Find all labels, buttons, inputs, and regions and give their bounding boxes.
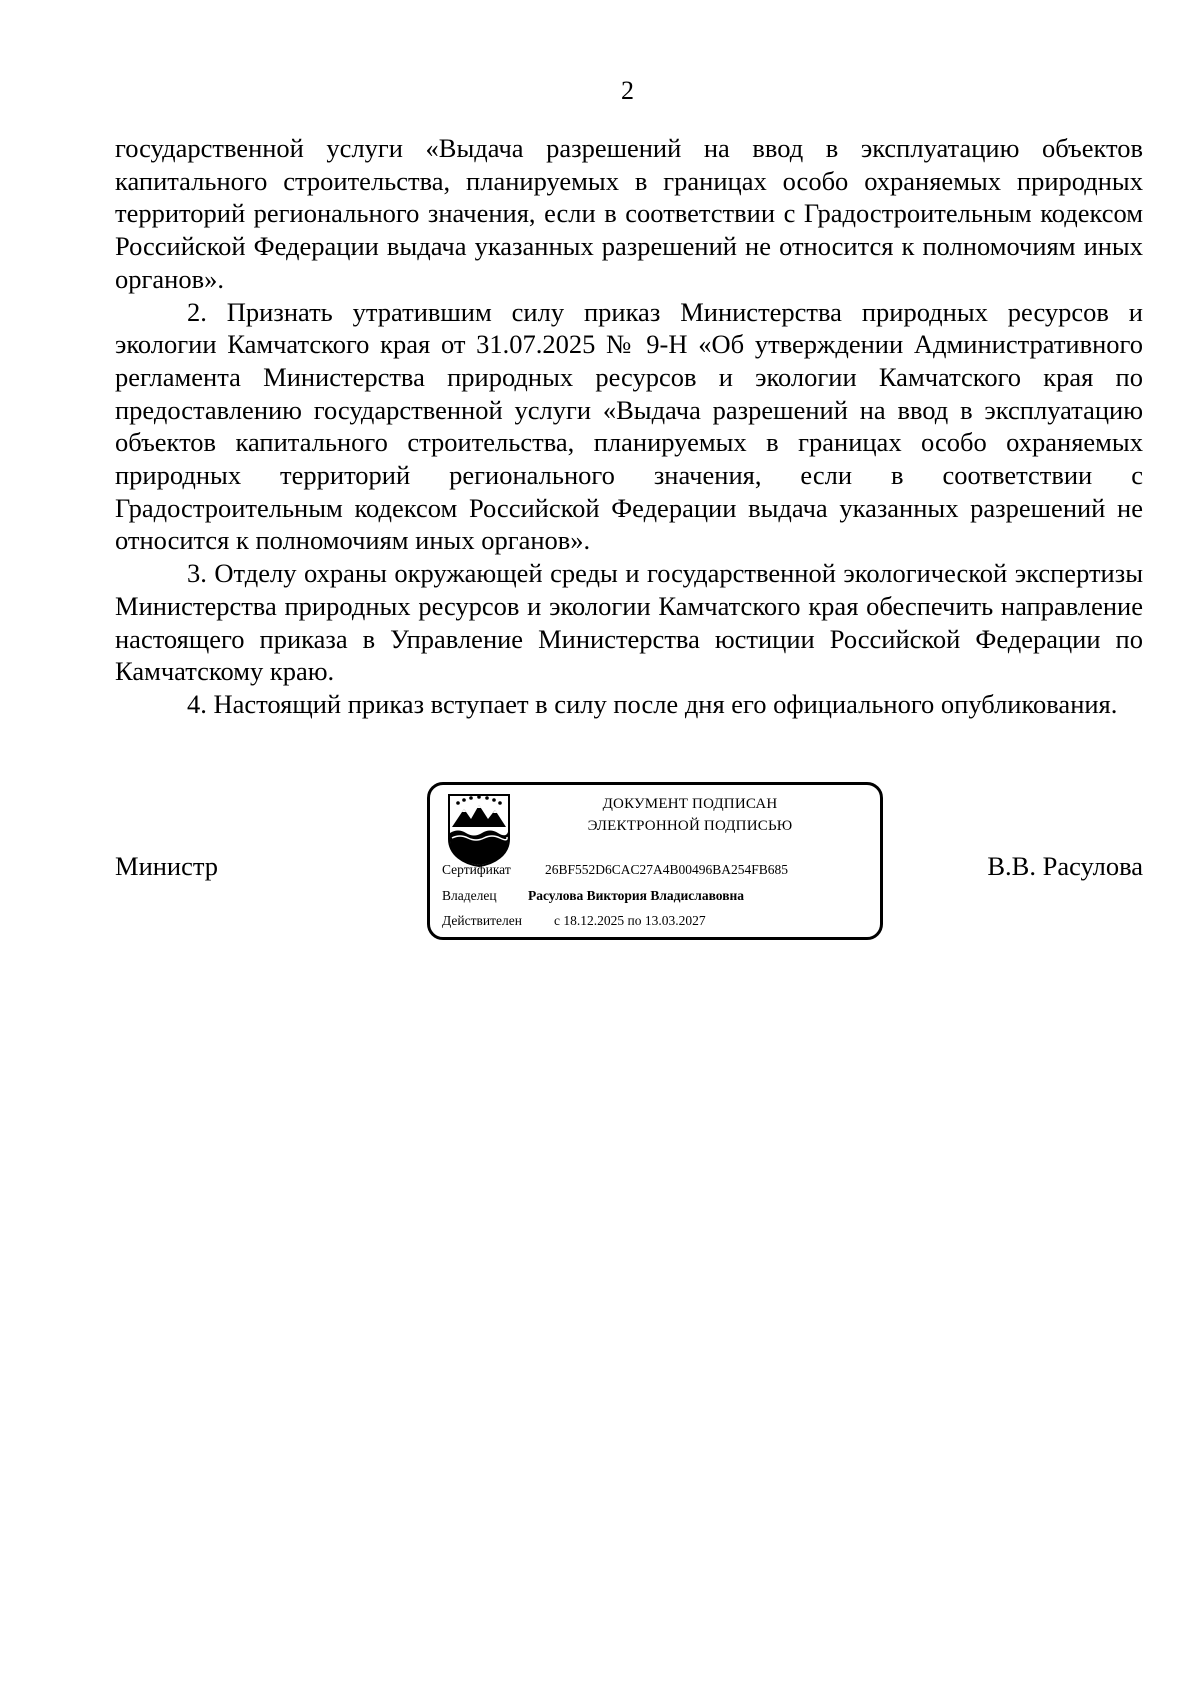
paragraph-item-2: 2. Признать утратившим силу приказ Министерства природных ресурсов и экологии Камчатского края от 31.07.2025 № 9-Н «Об утверждении Административного регламента Министерства природных ресурсов и экологии Камчатского края по предоставлению государственной услуги «Выдача разрешений на ввод в эксплуатацию объектов капитального строительства, планируемых в границах особо охраняемых природных территорий регионального значения, если в соответствии с Градостроительным кодексом Российской Федерации выдача указанных разрешений не относится к полномочиям иных органов». [115, 296, 1143, 556]
paragraph-item-4: 4. Настоящий приказ вступает в силу после дня его официального опубликования. [187, 688, 1118, 719]
validity-value: с 18.12.2025 по 13.03.2027 [554, 913, 706, 928]
paragraph-item-3: 3. Отделу охраны окружающей среды и государственной экологической экспертизы Министерства природных ресурсов и экологии Камчатского края обеспечить направление настоящего приказа в Управление Министерства юстиции Российской Федерации по Камчатскому краю. [115, 558, 1143, 687]
electronic-signature-stamp [427, 782, 883, 940]
stamp-owner-row [442, 887, 744, 905]
owner-value: Расулова Виктория Владиславовна [528, 888, 745, 903]
stamp-certificate-row [442, 861, 788, 879]
stamp-title-line2: ЭЛЕКТРОННОЙ ПОДПИСЬЮ [587, 818, 793, 834]
owner-label: Владелец [442, 888, 497, 903]
certificate-label: Сертификат [442, 862, 511, 877]
stamp-title-line1: ДОКУМЕНТ ПОДПИСАН [602, 796, 778, 812]
document-body [115, 132, 1143, 721]
kamchatka-emblem-icon [444, 793, 514, 867]
page-number: 2 [621, 76, 634, 105]
stamp-title [540, 793, 840, 837]
validity-label: Действителен [442, 913, 522, 928]
paragraph-continuation: государственной услуги «Выдача разрешений на ввод в эксплуатацию объектов капитального строительства, планируемых в границах особо охраняемых природных территорий регионального значения, если в соответствии с Градостроительным кодексом Российской Федерации выдача указанных разрешений не относится к полномочиям иных органов». [115, 133, 1143, 294]
signature-block [115, 782, 1143, 952]
signer-name: В.В. Расулова [987, 851, 1143, 881]
stamp-validity-row [442, 912, 706, 930]
signer-position: Министр [115, 851, 219, 881]
certificate-value: 26BF552D6CAC27A4B00496BA254FB685 [545, 862, 789, 877]
